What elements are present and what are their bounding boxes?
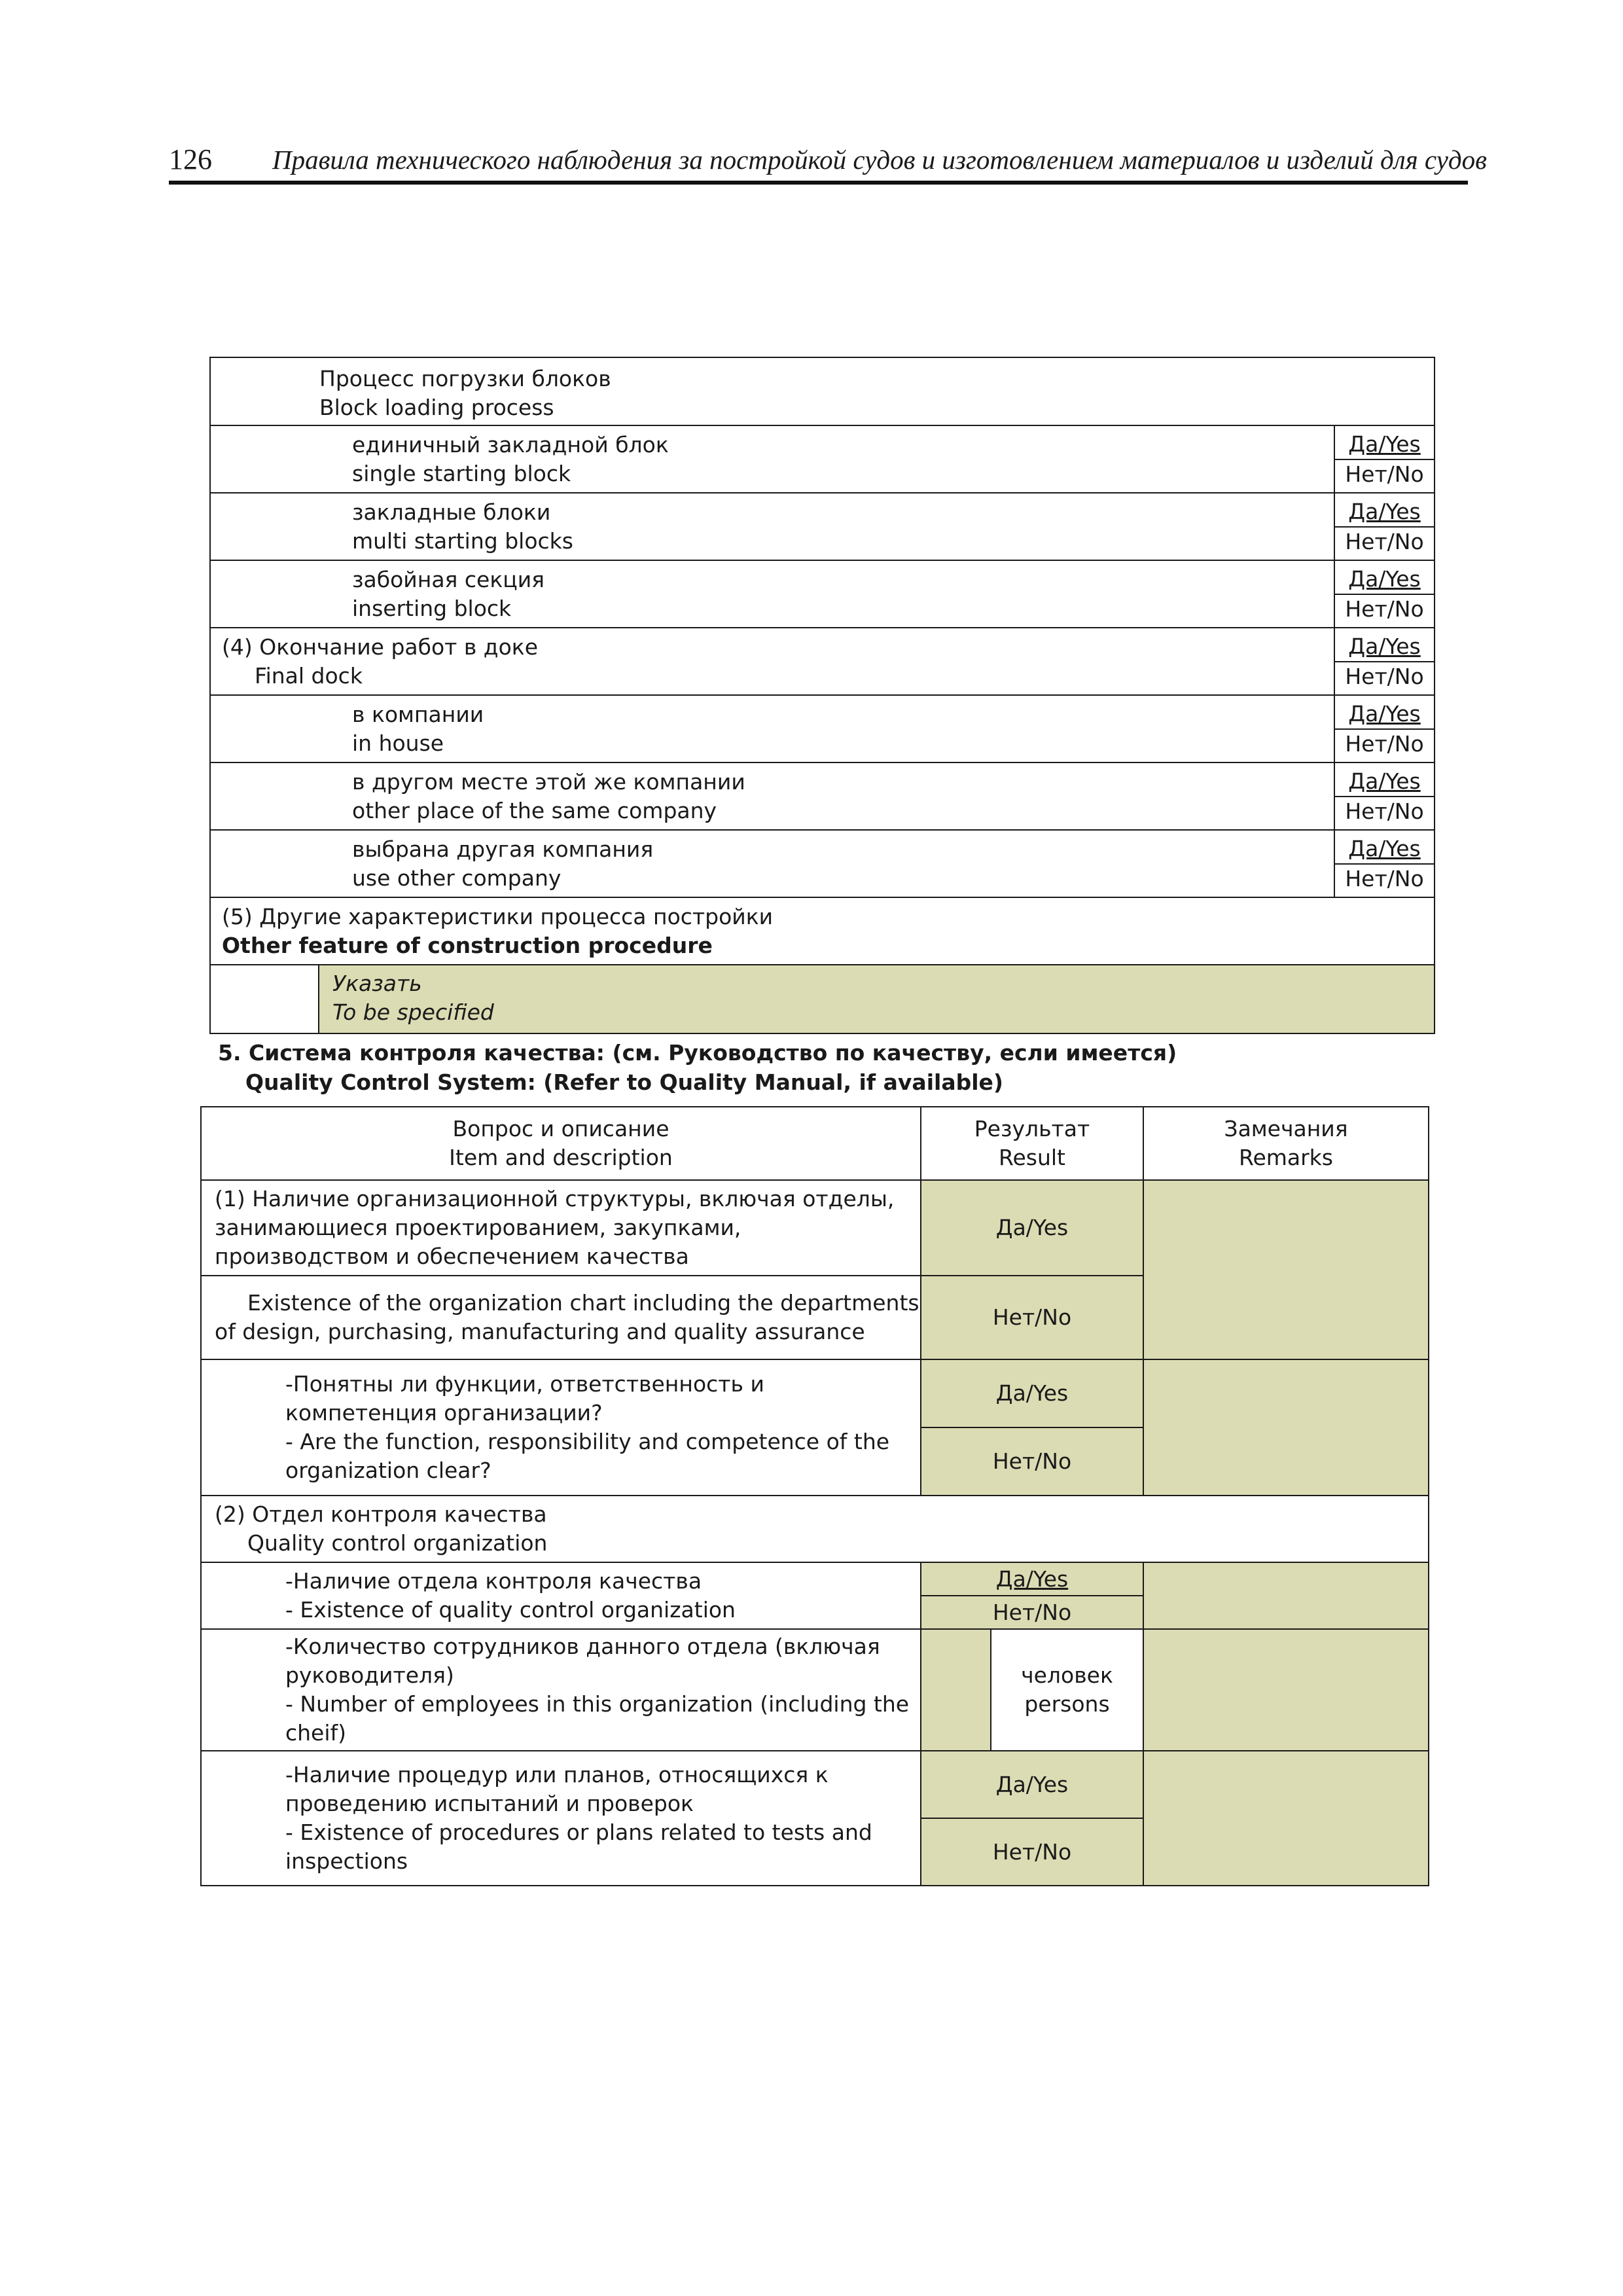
q1-ru: (1) Наличие организационной структуры, включая отделы, занимающиеся проектированием, закупками, производством и обеспечением качества bbox=[215, 1186, 895, 1269]
row-label-en: single starting block bbox=[352, 460, 571, 486]
page-number: 126 bbox=[169, 143, 212, 175]
q2a-yes[interactable]: Да/Yes bbox=[921, 1562, 1143, 1596]
q1-yes[interactable]: Да/Yes bbox=[921, 1180, 1143, 1276]
specify-row bbox=[210, 965, 1435, 1033]
q2a-en: - Existence of quality control organization bbox=[285, 1597, 736, 1623]
final-dock-en: Final dock bbox=[255, 662, 363, 689]
yes-option[interactable]: Да/Yes bbox=[1335, 497, 1434, 528]
q1a-en: - Are the function, responsibility and competence of the organization clear? bbox=[285, 1429, 890, 1483]
header-remarks-ru: Замечания bbox=[1224, 1116, 1348, 1141]
row-label-ru: в компании bbox=[352, 701, 484, 727]
q1-remarks[interactable] bbox=[1143, 1180, 1429, 1359]
q1a-no[interactable]: Нет/No bbox=[921, 1427, 1143, 1496]
yes-no-cell bbox=[1334, 695, 1435, 762]
unit-ru: человек bbox=[1021, 1662, 1113, 1688]
q2a-remarks[interactable] bbox=[1143, 1562, 1429, 1629]
q1-en: Existence of the organization chart including the departments of design, purchasing, manufacturing and quality assurance bbox=[215, 1290, 919, 1344]
row-label-en: multi starting blocks bbox=[352, 528, 573, 554]
block-loading-en: Block loading process bbox=[319, 395, 554, 420]
header-result-ru: Результат bbox=[974, 1116, 1090, 1141]
employee-count-field[interactable] bbox=[921, 1629, 991, 1751]
yes-option[interactable]: Да/Yes bbox=[1335, 834, 1434, 865]
table-row bbox=[210, 762, 1435, 830]
final-dock-row bbox=[210, 628, 1435, 695]
block-loading-cell bbox=[210, 357, 1435, 425]
q2b-en: - Number of employees in this organization (including the cheif) bbox=[285, 1691, 910, 1746]
yes-no-cell bbox=[1334, 425, 1435, 493]
yes-no-cell bbox=[1334, 628, 1435, 695]
yes-option[interactable]: Да/Yes bbox=[1335, 632, 1434, 662]
table-row bbox=[210, 493, 1435, 560]
yes-option[interactable]: Да/Yes bbox=[1335, 430, 1434, 460]
table-row bbox=[210, 425, 1435, 493]
header-item bbox=[201, 1107, 921, 1180]
block-loading-ru: Процесс погрузки блоков bbox=[319, 366, 611, 391]
q2c-cell bbox=[201, 1751, 921, 1886]
header-remarks bbox=[1143, 1107, 1429, 1180]
employee-unit bbox=[991, 1629, 1143, 1751]
section-5-title-ru: 5. Система контроля качества: (см. Руководство по качеству, если имеется) bbox=[218, 1040, 1177, 1066]
other-feature-ru: (5) Другие характеристики процесса постройки bbox=[222, 903, 774, 929]
quality-control-table bbox=[200, 1106, 1429, 1886]
no-option[interactable]: Нет/No bbox=[1345, 596, 1424, 622]
other-feature-en: Other feature of construction procedure bbox=[222, 932, 713, 958]
yes-option[interactable]: Да/Yes bbox=[1335, 767, 1434, 797]
header-remarks-en: Remarks bbox=[1239, 1145, 1333, 1170]
row-label-ru: забойная секция bbox=[352, 566, 545, 592]
q2a-ru: -Наличие отдела контроля качества bbox=[285, 1568, 702, 1594]
specify-ru: Указать bbox=[332, 971, 422, 996]
block-loading-header-row bbox=[210, 357, 1435, 425]
row-label-ru: выбрана другая компания bbox=[352, 836, 654, 862]
construction-process-table bbox=[209, 357, 1435, 1034]
q2c-ru: -Наличие процедур или планов, относящихся к проведению испытаний и проверок bbox=[285, 1762, 829, 1816]
table-header-row bbox=[201, 1107, 1429, 1180]
q2-header-row bbox=[201, 1496, 1429, 1562]
q1a-cell bbox=[201, 1359, 921, 1496]
table-row bbox=[201, 1180, 1429, 1276]
q2b-cell bbox=[201, 1629, 921, 1751]
page-header bbox=[169, 143, 1487, 185]
no-option[interactable]: Нет/No bbox=[1345, 865, 1424, 891]
unit-en: persons bbox=[1024, 1691, 1110, 1717]
table-row bbox=[210, 560, 1435, 628]
row-label-ru: в другом месте этой же компании bbox=[352, 768, 745, 795]
section-5-heading bbox=[218, 1038, 1177, 1097]
yes-no-cell bbox=[1334, 560, 1435, 628]
q1-ru-cell bbox=[201, 1180, 921, 1276]
q2b-remarks[interactable] bbox=[1143, 1629, 1429, 1751]
no-option[interactable]: Нет/No bbox=[1345, 798, 1424, 824]
q1a-ru: -Понятны ли функции, ответственность и компетенция организации? bbox=[285, 1371, 764, 1426]
table-row bbox=[210, 695, 1435, 762]
row-label-en: in house bbox=[352, 730, 444, 756]
yes-option[interactable]: Да/Yes bbox=[1335, 565, 1434, 595]
header-item-ru: Вопрос и описание bbox=[452, 1116, 669, 1141]
row-label-ru: единичный закладной блок bbox=[352, 431, 669, 457]
table-row bbox=[201, 1751, 1429, 1818]
q1a-remarks[interactable] bbox=[1143, 1359, 1429, 1496]
header-result bbox=[921, 1107, 1143, 1180]
yes-no-cell bbox=[1334, 493, 1435, 560]
header-result-en: Result bbox=[999, 1145, 1065, 1170]
other-feature-row bbox=[210, 897, 1435, 965]
no-option[interactable]: Нет/No bbox=[1345, 663, 1424, 689]
row-label-ru: закладные блоки bbox=[352, 499, 551, 525]
q1a-yes[interactable]: Да/Yes bbox=[921, 1359, 1143, 1427]
no-option[interactable]: Нет/No bbox=[1345, 730, 1424, 757]
q2b-ru: -Количество сотрудников данного отдела (включая руководителя) bbox=[285, 1634, 880, 1688]
table-row bbox=[201, 1562, 1429, 1596]
q2c-en: - Existence of procedures or plans related to tests and inspections bbox=[285, 1820, 872, 1874]
q2c-no[interactable]: Нет/No bbox=[921, 1818, 1143, 1886]
table-row bbox=[201, 1629, 1429, 1751]
yes-option[interactable]: Да/Yes bbox=[1335, 700, 1434, 730]
q2c-remarks[interactable] bbox=[1143, 1751, 1429, 1886]
final-dock-ru: (4) Окончание работ в доке bbox=[222, 634, 539, 660]
section-5-title-en: Quality Control System: (Refer to Quality Manual, if available) bbox=[245, 1069, 1003, 1095]
q2-ru: (2) Отдел контроля качества bbox=[215, 1501, 547, 1527]
row-label-en: use other company bbox=[352, 865, 562, 891]
q2-cell bbox=[201, 1496, 1429, 1562]
table-row bbox=[210, 830, 1435, 897]
q2-en: Quality control organization bbox=[247, 1530, 548, 1556]
q1-en-cell bbox=[201, 1276, 921, 1359]
no-option[interactable]: Нет/No bbox=[1345, 528, 1424, 554]
specify-en: To be specified bbox=[332, 999, 494, 1025]
header-item-en: Item and description bbox=[449, 1145, 673, 1170]
q2a-cell bbox=[201, 1562, 921, 1629]
table-row bbox=[201, 1359, 1429, 1427]
no-option[interactable]: Нет/No bbox=[1345, 461, 1424, 487]
specify-field[interactable] bbox=[319, 965, 1434, 1033]
running-title: Правила технического наблюдения за постройкой судов и изготовлением материалов и изделий для судов bbox=[272, 145, 1487, 175]
row-label-en: inserting block bbox=[352, 595, 512, 621]
yes-no-cell bbox=[1334, 830, 1435, 897]
q2a-no[interactable]: Нет/No bbox=[921, 1596, 1143, 1629]
q1-no[interactable]: Нет/No bbox=[921, 1276, 1143, 1359]
row-label-en: other place of the same company bbox=[352, 797, 717, 823]
q2c-yes[interactable]: Да/Yes bbox=[921, 1751, 1143, 1818]
yes-no-cell bbox=[1334, 762, 1435, 830]
specify-spacer bbox=[211, 965, 319, 1033]
